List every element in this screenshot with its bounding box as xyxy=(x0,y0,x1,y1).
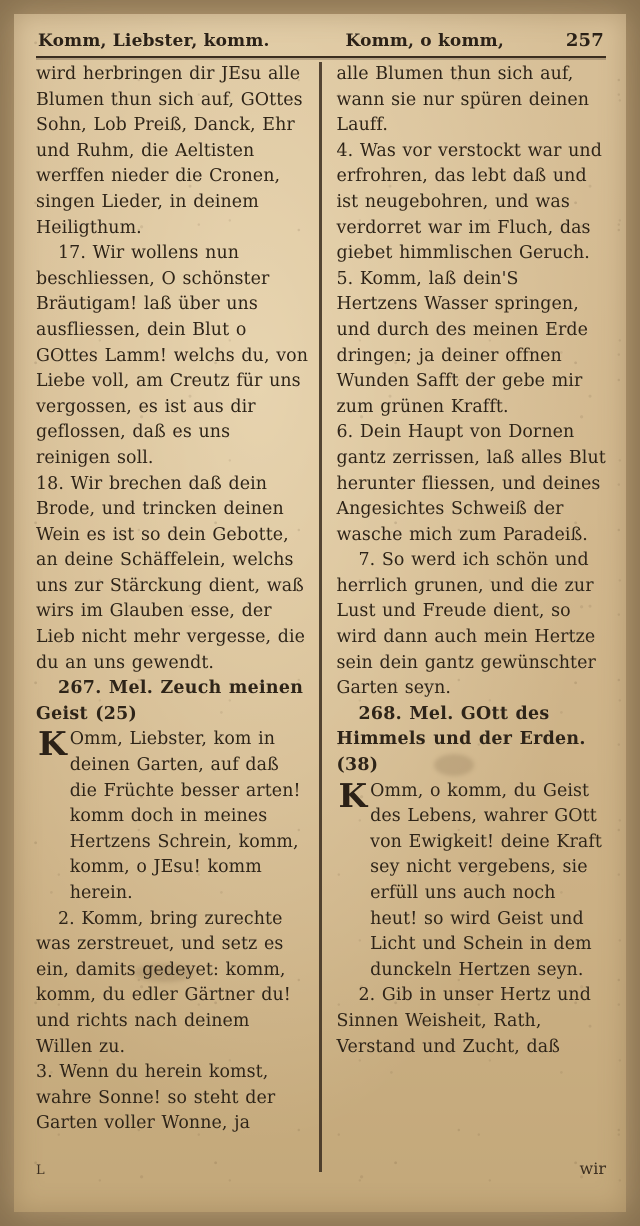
hymn-268-stanza-2: 2. Gib in unser Hertz und Sinnen Weisheit, Rath, Verstand und Zucht, daß xyxy=(336,985,591,1057)
hymn-267-stanza-1-text: Omm, Liebster, kom in deinen Garten, auf daß die Früchte besser arten! komm doch in meines Hertzens Schrein, komm, komm, o JEsu! komm herein. xyxy=(69,729,301,903)
drop-cap: K xyxy=(338,775,368,815)
paragraph-continuation-right: alle Blumen thun sich auf, wann sie nur spüren deinen Lauff. xyxy=(336,64,590,136)
left-column xyxy=(36,62,317,1178)
head-rule xyxy=(36,56,606,58)
paragraph-continuation: wird herbringen dir JEsu alle Blumen thun sich auf, GOttes Sohn, Lob Preiß, Danck, Ehr und Ruhm, die Aeltisten werffen nieder die Cronen, singen Lieder, in deinem Heiligthum. xyxy=(36,64,303,238)
signature-mark: L xyxy=(36,1163,45,1178)
hymn-268-heading: 268. Mel. GOtt des Himmels und der Erden. (38) xyxy=(336,703,586,776)
hymn-268-stanza-1-text: Omm, o komm, du Geist des Lebens, wahrer GOtt von Ewigkeit! deine Kraft sey nicht vergebens, sie erfüll uns auch noch heut! so wird Geist und Licht und Schein in dem dunckeln Hertzen seyn. xyxy=(370,780,602,980)
catchword: wir xyxy=(579,1159,606,1178)
running-head-middle: Komm, o komm, xyxy=(345,31,504,51)
hymn-267-stanza-2: 2. Komm, bring zurechte was zerstreuet, und setz es ein, damits gedeyet: komm, komm, du edler Gärtner du! und richts nach deinem Willen zu. xyxy=(36,908,291,1057)
paragraph-verse-18: 18. Wir brechen daß dein Brode, und trincken deinen Wein es ist so dein Gebotte, an deine Schäffelein, welchs uns zur Stärckung dient, waß wirs im Glauben esse, der Lieb nicht mehr vergesse, die du an uns gewendt. xyxy=(36,473,306,673)
page-number: 257 xyxy=(565,30,604,51)
hymn-268-stanza-1 xyxy=(336,775,606,984)
paragraph-verse-6: 6. Dein Haupt von Dornen gantz zerrissen, laß alles Blut herunter fliessen, und deines Angesichtes Schweiß der wasche mich zum Paradeiß. xyxy=(336,422,606,545)
running-head-left: Komm, Liebster, komm. xyxy=(38,31,270,51)
hymn-267-stanza-1 xyxy=(36,724,309,906)
drop-cap: K xyxy=(38,724,67,764)
paper-surface xyxy=(14,14,626,1212)
right-column xyxy=(324,62,606,1178)
paragraph-verse-5: 5. Komm, laß dein'S Hertzens Wasser springen, und durch des meinen Erde dringen; ja deiner offnen Wunden Safft der gebe mir zum grünen Krafft. xyxy=(336,268,589,417)
hymn-267-stanza-3: 3. Wenn du herein komst, wahre Sonne! so steht der Garten voller Wonne, ja xyxy=(36,1062,276,1134)
paragraph-verse-17: 17. Wir wollens nun beschliessen, O schönster Bräutigam! laß über uns ausfliessen, dein Blut o GOttes Lamm! welchs du, von Liebe voll, am Creutz für uns vergossen, es ist aus dir geflossen, daß es uns reinigen soll. xyxy=(36,243,309,468)
paragraph-verse-7: 7. So werd ich schön und herrlich grunen, und die zur Lust und Freude dient, so wird dann auch mein Hertze sein dein gantz gewünschter Garten seyn. xyxy=(336,550,596,699)
paragraph-verse-4: 4. Was vor verstockt war und erfrohren, das lebt daß und ist neugebohren, und was verdorret war im Fluch, das giebet himmlischen Geruch. xyxy=(336,140,602,264)
column-divider-rule xyxy=(319,62,322,1172)
two-column-body xyxy=(36,62,606,1178)
hymn-267-heading: 267. Mel. Zeuch meinen Geist (25) xyxy=(36,678,304,724)
page-content xyxy=(36,30,606,1202)
running-head xyxy=(36,30,606,53)
